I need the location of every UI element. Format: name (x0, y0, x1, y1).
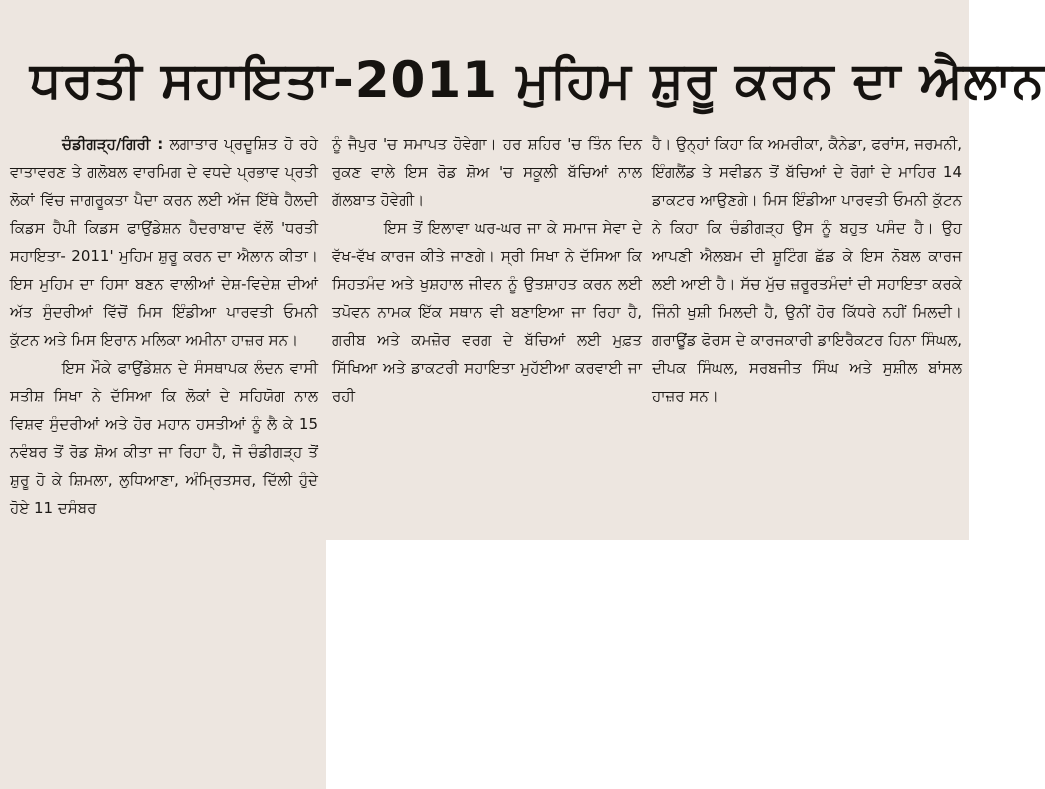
blank-area (326, 540, 969, 789)
article-dateline: ਚੰਡੀਗੜ੍ਹ/ਗਿਰੀ : (62, 135, 164, 153)
article-paragraph-4: ਇਸ ਤੋਂ ਇਲਾਵਾ ਘਰ-ਘਰ ਜਾ ਕੇ ਸਮਾਜ ਸੇਵਾ ਦੇ ਵੱਖ-ਵੱਖ ਕਾਰਜ ਕੀਤੇ ਜਾਣਗੇ। ਸ੍ਰੀ ਸਿਖਾ ਨੇ ਦੱਸਿਆ ਕਿ ਸਿਹਤਮੰਦ ਅਤੇ ਖੁਸ਼ਹਾਲ ਜੀਵਨ ਨੂੰ ਉਤਸ਼ਾਹਤ ਕਰਨ ਲਈ ਤਪੋਵਨ ਨਾਮਕ ਇੱਕ ਸਥਾਨ ਵੀ ਬਣਾਇਆ ਜਾ ਰਿਹਾ ਹੈ, ਗਰੀਬ ਅਤੇ ਕਮਜ਼ੋਰ ਵਰਗ ਦੇ ਬੱਚਿਆਂ ਲਈ ਮੁਫ਼ਤ ਸਿੱਖਿਆ ਅਤੇ ਡਾਕਟਰੀ ਸਹਾਇਤਾ ਮੁਹੱਈਆ ਕਰਵਾਈ ਜਾ ਰਹੀ (332, 219, 642, 405)
article-column-3 (652, 130, 962, 530)
article-column-1 (10, 130, 318, 780)
article-paragraph-2: ਇਸ ਮੌਕੇ ਫਾਉਂਡੇਸ਼ਨ ਦੇ ਸੰਸਥਾਪਕ ਲੰਦਨ ਵਾਸੀ ਸਤੀਸ਼ ਸਿਖਾ ਨੇ ਦੱਸਿਆ ਕਿ ਲੋਕਾਂ ਦੇ ਸਹਿਯੋਗ ਨਾਲ ਵਿਸ਼ਵ ਸੁੰਦਰੀਆਂ ਅਤੇ ਹੋਰ ਮਹਾਨ ਹਸਤੀਆਂ ਨੂੰ ਲੈ ਕੇ 15 ਨਵੰਬਰ ਤੋਂ ਰੋਡ ਸ਼ੋਅ ਕੀਤਾ ਜਾ ਰਿਹਾ ਹੈ, ਜੋ ਚੰਡੀਗੜ੍ਹ ਤੋਂ ਸ਼ੁਰੂ ਹੋ ਕੇ ਸ਼ਿਮਲਾ, ਲੁਧਿਆਣਾ, ਅੰਮ੍ਰਿਤਸਰ, ਦਿੱਲੀ ਹੁੰਦੇ ਹੋਏ 11 ਦਸੰਬਰ (10, 359, 318, 517)
article-column-2 (332, 130, 642, 530)
article-paragraph-3: ਨੂੰ ਜੈਪੁਰ 'ਚ ਸਮਾਪਤ ਹੋਵੇਗਾ। ਹਰ ਸ਼ਹਿਰ 'ਚ ਤਿੰਨ ਦਿਨ ਰੁਕਣ ਵਾਲੇ ਇਸ ਰੋਡ ਸ਼ੋਅ 'ਚ ਸਕੂਲੀ ਬੱਚਿਆਂ ਨਾਲ ਗੱਲਬਾਤ ਹੋਵੇਗੀ। (332, 135, 642, 209)
article-paragraph-1-text: ਲਗਾਤਾਰ ਪ੍ਰਦੂਸ਼ਿਤ ਹੋ ਰਹੇ ਵਾਤਾਵਰਣ ਤੇ ਗਲੋਬਲ ਵਾਰਮਿਗ ਦੇ ਵਧਦੇ ਪ੍ਰਭਾਵ ਪ੍ਰਤੀ ਲੋਕਾਂ ਵਿੱਚ ਜਾਗਰੂਕਤਾ ਪੈਦਾ ਕਰਨ ਲਈ ਅੱਜ ਇੱਥੇ ਹੈਲਦੀ ਕਿਡਸ ਹੈਪੀ ਕਿਡਸ ਫਾਉਂਡੇਸ਼ਨ ਹੈਦਰਾਬਾਦ ਵੱਲੋਂ 'ਧਰਤੀ ਸਹਾਇਤਾ- 2011' ਮੁਹਿਮ ਸ਼ੁਰੂ ਕਰਨ ਦਾ ਐਲਾਨ ਕੀਤਾ। ਇਸ ਮੁਹਿਮ ਦਾ ਹਿਸਾ ਬਣਨ ਵਾਲੀਆਂ ਦੇਸ਼-ਵਿਦੇਸ਼ ਦੀਆਂ ਅੱਤ ਸੁੰਦਰੀਆਂ ਵਿੱਚੋਂ ਮਿਸ ਇੰਡੀਆ ਪਾਰਵਤੀ ਓਮਨੀ ਕੁੱਟਨ ਅਤੇ ਮਿਸ ਇਰਾਨ ਮਲਿਕਾ ਅਮੀਨਾ ਹਾਜ਼ਰ ਸਨ। (10, 135, 318, 349)
article-headline: ਧਰਤੀ ਸਹਾਇਤਾ-2011 ਮੁਹਿਮ ਸ਼ੁਰੂ ਕਰਨ ਦਾ ਐਲਾਨ (30, 51, 1045, 109)
article-paragraph-1 (10, 130, 318, 354)
article-paragraph-5: ਹੈ। ਉਨ੍ਹਾਂ ਕਿਹਾ ਕਿ ਅਮਰੀਕਾ, ਕੈਨੇਡਾ, ਫਰਾਂਸ, ਜਰਮਨੀ, ਇੰਗਲੈਂਡ ਤੇ ਸਵੀਡਨ ਤੋਂ ਬੱਚਿਆਂ ਦੇ ਰੋਗਾਂ ਦੇ ਮਾਹਿਰ 14 ਡਾਕਟਰ ਆਉਣਗੇ। ਮਿਸ ਇੰਡੀਆ ਪਾਰਵਤੀ ਓਮਨੀ ਕੁੱਟਨ ਨੇ ਕਿਹਾ ਕਿ ਚੰਡੀਗੜ੍ਹ ਉਸ ਨੂੰ ਬਹੁਤ ਪਸੰਦ ਹੈ। ਉਹ ਆਪਣੀ ਐਲਬਮ ਦੀ ਸ਼ੂਟਿੰਗ ਛੱਡ ਕੇ ਇਸ ਨੋਬਲ ਕਾਰਜ ਲਈ ਆਈ ਹੈ। ਸੱਚ ਮੁੱਚ ਜ਼ਰੂਰਤਮੰਦਾਂ ਦੀ ਸਹਾਇਤਾ ਕਰਕੇ ਜਿੰਨੀ ਖੁਸ਼ੀ ਮਿਲਦੀ ਹੈ, ਉਨੀਂ ਹੋਰ ਕਿੱਧਰੇ ਨਹੀਂ ਮਿਲਦੀ। ਗਰਾਊਂਡ ਫੋਰਸ ਦੇ ਕਾਰਜਕਾਰੀ ਡਾਇਰੈਕਟਰ ਹਿਨਾ ਸਿੰਘਲ, ਦੀਪਕ ਸਿੰਘਲ, ਸਰਬਜੀਤ ਸਿੰਘ ਅਤੇ ਸੁਸ਼ੀਲ ਬਾਂਸਲ ਹਾਜ਼ਰ ਸਨ। (652, 135, 963, 405)
